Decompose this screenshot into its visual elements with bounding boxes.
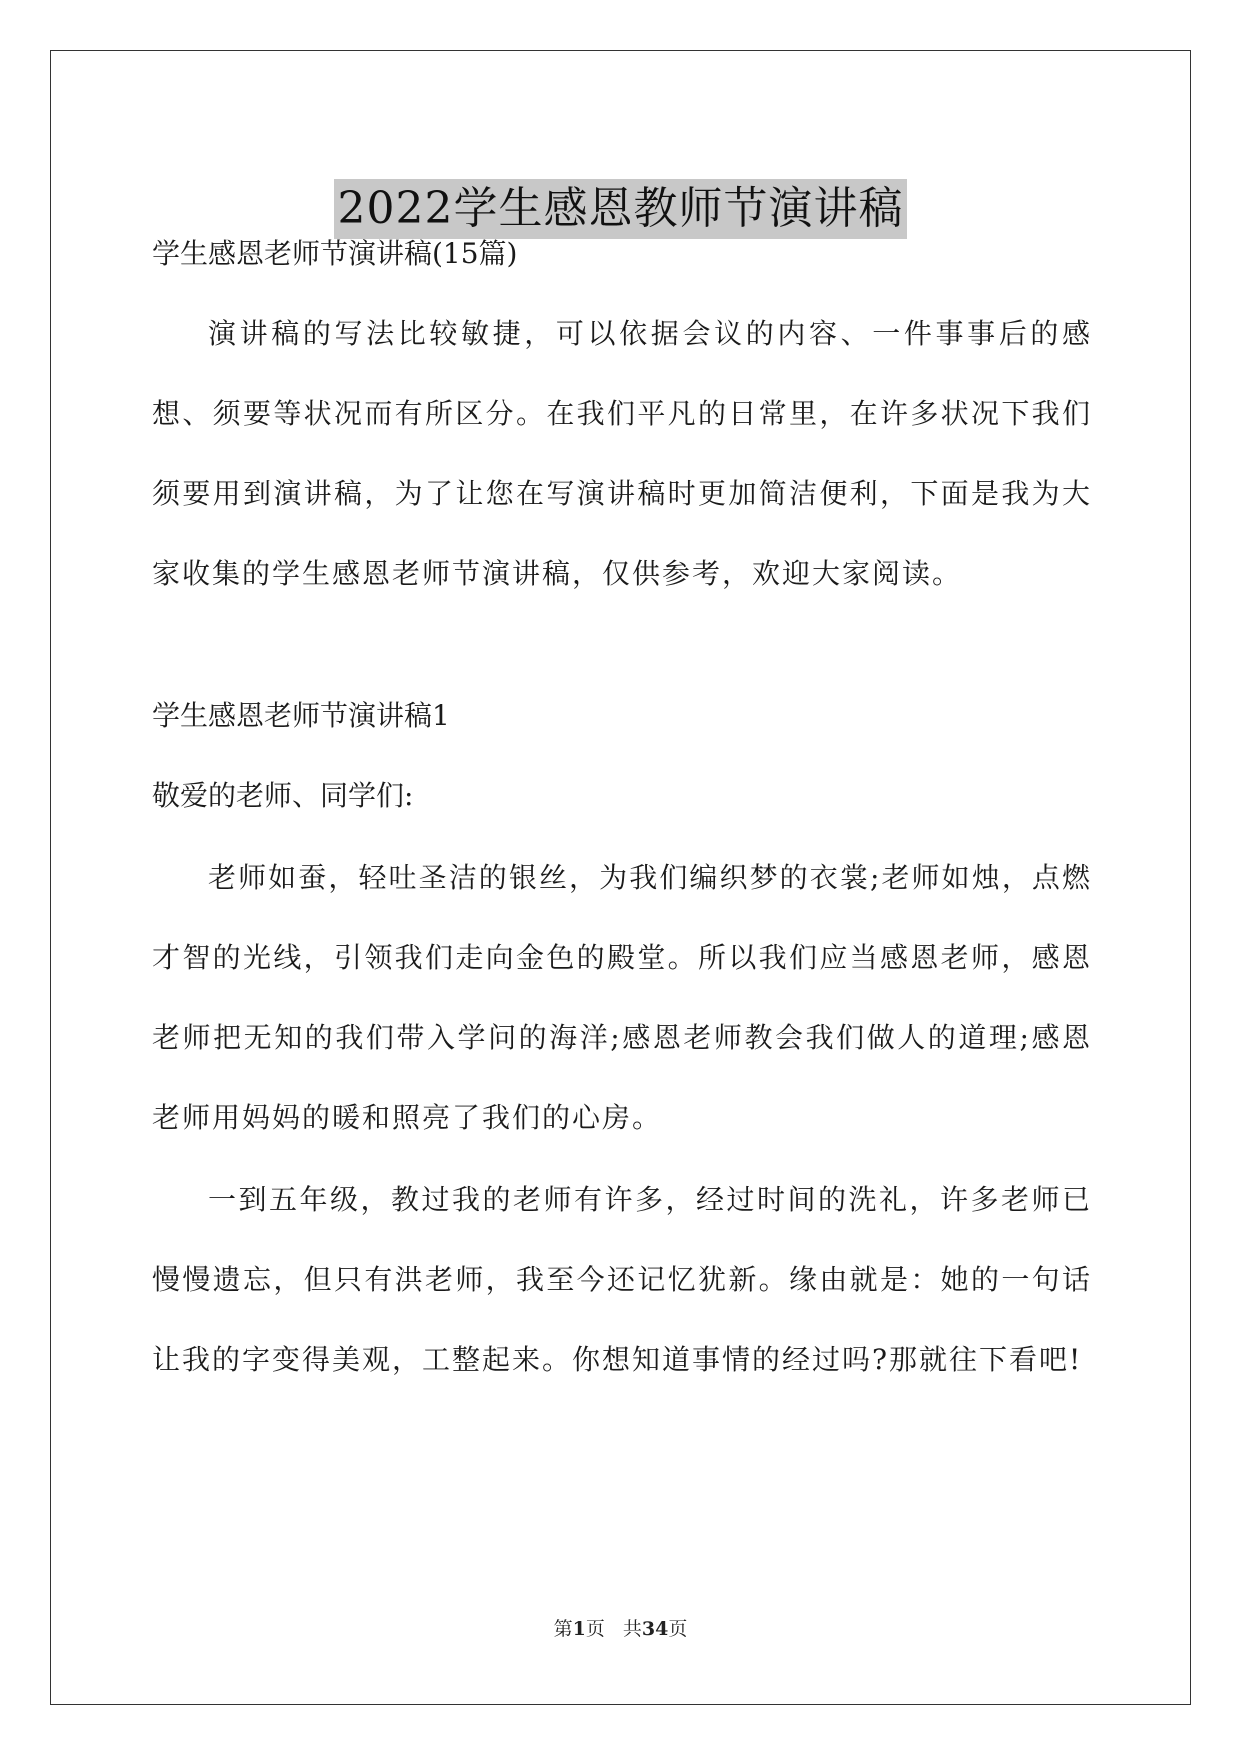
body-paragraph-2: 一到五年级，教过我的老师有许多，经过时间的洗礼，许多老师已慢慢遗忘，但只有洪老师，我至今还记忆犹新。缘由就是：她的一句话让我的字变得美观，工整起来。你想知道事情的经过吗?那就往下看吧! [152, 1183, 1092, 1376]
section-title: 学生感恩老师节演讲稿1 [152, 699, 450, 732]
salutation: 敬爱的老师、同学们: [152, 779, 414, 812]
total-unit: 页 [668, 1618, 688, 1640]
document-body [152, 232, 1092, 1400]
total-prefix: 共 [622, 1618, 642, 1640]
page-unit: 页 [585, 1618, 605, 1640]
total-page-count: 34 [641, 1618, 669, 1640]
body-paragraph-1: 老师如蚕，轻吐圣洁的银丝，为我们编织梦的衣裳;老师如烛，点燃才智的光线，引领我们走向金色的殿堂。所以我们应当感恩老师，感恩老师把无知的我们带入学问的海洋;感恩老师教会我们做人的道理;感恩老师用妈妈的暖和照亮了我们的心房。 [152, 861, 1092, 1134]
intro-paragraph: 演讲稿的写法比较敏捷，可以依据会议的内容、一件事事后的感想、须要等状况而有所区分。在我们平凡的日常里，在许多状况下我们须要用到演讲稿，为了让您在写演讲稿时更加简洁便利，下面是我为大家收集的学生感恩老师节演讲稿，仅供参考，欢迎大家阅读。 [152, 317, 1092, 590]
document-title: 2022学生感恩教师节演讲稿 [334, 179, 908, 239]
page-footer [0, 1614, 1241, 1641]
current-page-number: 1 [572, 1618, 586, 1640]
page-prefix: 第 [553, 1618, 573, 1640]
document-subtitle: 学生感恩老师节演讲稿(15篇) [152, 237, 518, 270]
